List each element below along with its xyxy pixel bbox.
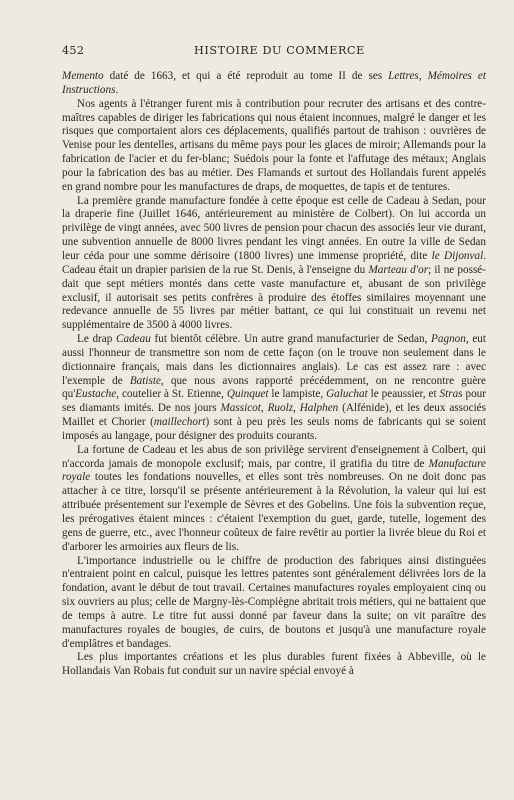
italic-text: Marteau d'or xyxy=(368,263,429,276)
italic-text: Memento xyxy=(62,70,104,82)
paragraph xyxy=(62,333,486,444)
italic-text: Massicot, Ruolz, Halphen xyxy=(220,402,339,415)
text-run: le peaussier, et xyxy=(367,388,440,401)
italic-text: Galuchat xyxy=(326,388,368,401)
italic-text: le Dijonval xyxy=(431,249,484,262)
text-run: , que nous avons rapporté précédemment, on ne rencontre guère qu' xyxy=(62,374,487,401)
body-text xyxy=(62,70,486,679)
text-run: toutes les fondations nouvelles, et elles sont très nombreuses. On ne doit donc pas attacher à ce titre, lorsqu'il se présente antérieurement à la Révolution, la valeur qui lui est attribuée présentement sur l'exemple de Sèvres et des Gobelins. Une fois la subvention reçue, les prérogatives étaient minces : c'étaient l'exemption du guet, garde, tutelle, logement des gens de guerre, etc., avec l'honneur coûteux de faire revêtir au portier la livrée bleue du Roi et d'arborer les armoiries aux fleurs de lis. xyxy=(62,471,486,553)
italic-text: Batiste xyxy=(129,374,161,387)
paragraph xyxy=(62,98,486,195)
italic-text: Eustache xyxy=(75,388,117,401)
text-run: . xyxy=(115,83,119,96)
italic-text: Lettres, Mémoires et Instructions xyxy=(62,70,486,96)
paragraph xyxy=(62,651,486,679)
running-title: HISTOIRE DU COMMERCE xyxy=(194,44,365,57)
italic-text: Stras xyxy=(439,388,463,401)
italic-text: Cadeau xyxy=(116,333,151,346)
paragraph xyxy=(62,444,486,555)
paragraph xyxy=(62,70,486,98)
text-run: fut bientôt célèbre. Un autre grand manufacturier de Sedan, xyxy=(150,333,432,346)
text-run: La fortune de Cadeau et les abus de son privilège servirent d'enseignement à Colbert, qui n'accorda jamais de monopole exclusif; mais, par contre, il gratifia du titre de xyxy=(62,443,486,470)
italic-text: Pagnon xyxy=(431,333,466,346)
text-run: le lampiste, xyxy=(268,388,327,401)
text-run: , coutelier à St. Etienne, xyxy=(116,388,227,401)
text-run: ; il ne possédait que sept métiers montés dans cette vaste manufacture et, abusant de son privilège exclusif, il autorisait ses petits confrères à produire des étoffes similaires moyennant une redevance annuelle de 55 livres par métier battant, ce qui lui constituait un revenu net supplémentaire de 3500 à 4000 livres. xyxy=(62,263,486,332)
text-run: daté de 1663, et qui a été reproduit au tome II de ses xyxy=(103,70,389,82)
italic-text: Quinquet xyxy=(226,388,269,401)
italic-text: Manufacture royale xyxy=(62,457,486,484)
page-header xyxy=(62,44,486,57)
paragraph xyxy=(62,195,486,333)
text-run: ) sont à peu près les seuls noms de fabricants qui se soient imposés au langage, pour désigner des produits courants. xyxy=(62,416,486,442)
text-run: (Alfénide), et les deux associés Maillet et Chorier ( xyxy=(62,402,486,429)
text-run: . Cadeau était un drapier parisien de la rue St. Denis, à l'enseigne du xyxy=(62,249,486,276)
text-run: , eut aussi l'honneur de transmettre son nom de cette façon (on le trouve non seulement dans le dictionnaire français, mais dans les dictionnaires anglais). Le cas est assez rare : avec l'exemple de xyxy=(62,333,486,387)
italic-text: maillechort xyxy=(153,416,206,429)
text-run: L'importance industrielle ou le chiffre de production des fabriques ainsi distinguées n'entraient point en calcul, puisque les lettres patentes sont généralement délivrées lors de la fondation, avant le début de tout travail. Certaines manufactures royales employaient cinq ou six ouvriers au plus; celle de Margny-lès-Compiègne abritait trois métiers, qui ne battaient que de temps à autre. Le titre fut aussi donné par faveur dans la suite; on vit paraître des manufactures royales de bougies, de cuirs, de boutons et jusqu'à une manufacture royale d'emplâtres et bandages. xyxy=(62,554,486,650)
paragraph xyxy=(62,555,486,652)
text-run: Le drap xyxy=(77,333,117,346)
text-run: La première grande manufacture fondée à cette époque est celle de Cadeau à Sedan, pour la draperie fine (Juillet 1646, antérieurement au ministère de Colbert). On lui accorda un privilège de vingt années, avec 500 livres de pension pour chacun des associés leur vie durant, une subvention annuelle de 8000 livres pendant les vingt années. En outre la ville de Sedan leur céda pour une somme dérisoire (1800 livres) une immense propriété, dite xyxy=(62,194,486,262)
page-number: 452 xyxy=(62,44,85,57)
text-run: pour ses diamants imités. De nos jours xyxy=(62,388,486,415)
text-run: Les plus importantes créations et les plus durables furent fixées à Abbeville, où le Hollandais Van Robais fut conduit sur un navire spécial envoyé à xyxy=(62,651,486,678)
text-run: Nos agents à l'étranger furent mis à contribution pour recruter des artisans et des contre-maîtres capables de diriger les fabrications qui nous étaient inconnues, malgré le danger et les risques que comportaient alors ces déplacements, qualifiés partout de trahison : ouvrières de Venise pour les dentelles, artisans du même pays pour les glaces de miroir; Allemands pour la fabrication de l'acier et du fer-blanc; Suédois pour la fonte et l'affutage des métaux; Anglais pour la fabrication des bas au métier. Des Flamands et surtout des Hollandais furent appelés en grand nombre pour les manufactures de draps, de moquettes, de tapis et de tentures. xyxy=(62,97,486,193)
